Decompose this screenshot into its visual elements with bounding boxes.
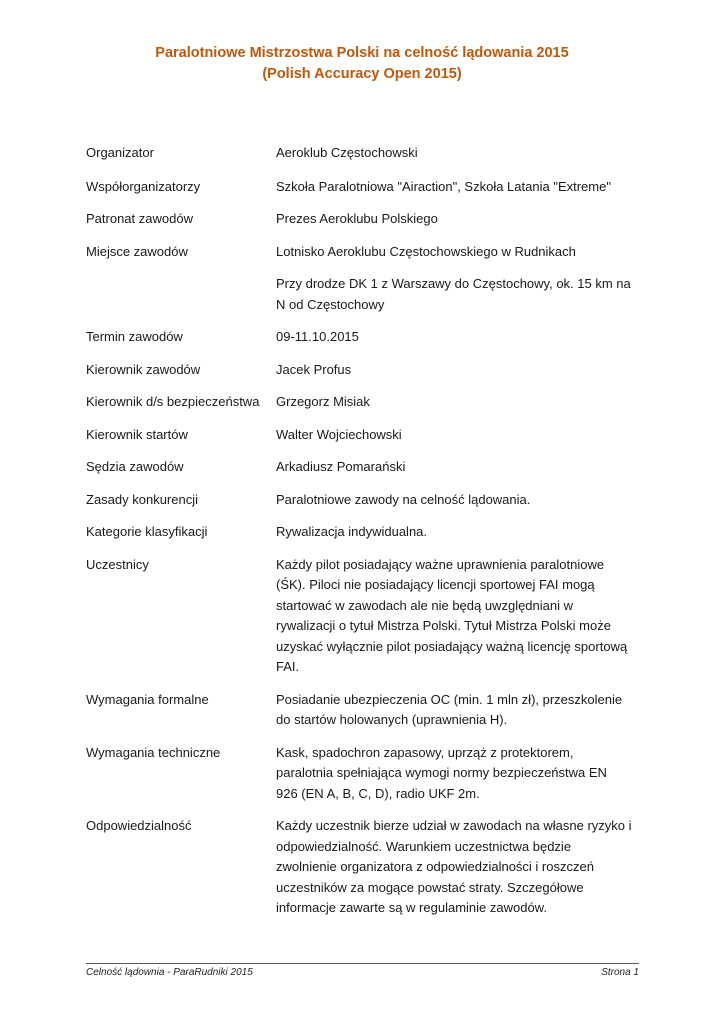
info-row-label: Termin zawodów — [86, 329, 183, 344]
info-row-label: Kierownik zawodów — [86, 361, 201, 377]
info-row — [86, 392, 646, 413]
info-row-label: Organizator — [86, 145, 154, 160]
info-row — [86, 522, 646, 543]
info-row — [86, 490, 646, 511]
info-row-label: Wymagania techniczne — [86, 744, 221, 760]
info-row-value — [276, 274, 636, 315]
info-row-value-line: Każdy pilot posiadający ważne uprawnienia paralotniowe — [276, 556, 605, 572]
info-row-value-line: Przy drodze DK 1 z Warszawy do Częstochowy, ok. 15 km na — [276, 276, 631, 291]
info-row-value-line: 926 (EN A, B, C, D), radio UKF 2m. — [276, 785, 480, 801]
info-row-value-line: rywalizacji o tytuł Mistrza Polski. Tytuł Mistrza Polski może — [276, 618, 611, 633]
info-row-value-line: zwolnienie organizatora z odpowiedzialności i roszczeń — [276, 859, 594, 874]
info-row — [86, 327, 646, 348]
info-row-value — [276, 177, 636, 198]
info-row-value-line: Aeroklub Częstochowski — [276, 145, 418, 160]
info-row — [86, 242, 646, 263]
info-row — [86, 690, 646, 731]
info-row — [86, 209, 646, 230]
info-row — [86, 457, 646, 478]
info-row — [86, 425, 646, 446]
info-row-value-line: Szkoła Paralotniowa "Airaction", Szkoła Latania "Extreme" — [276, 178, 611, 194]
info-row-value — [276, 490, 636, 511]
info-row-value — [276, 360, 636, 381]
info-row-value-line: Paralotniowe zawody na celność lądowania. — [276, 491, 531, 507]
info-row-value-line: N od Częstochowy — [276, 296, 385, 312]
footer-divider — [86, 963, 639, 964]
info-row-value — [276, 690, 636, 731]
info-row-value — [276, 209, 636, 230]
info-row-value-line: Arkadiusz Pomarański — [276, 459, 406, 474]
info-row-value-line: startować w zawodach ale nie będą uwzględniani w — [276, 597, 574, 613]
footer-page-number: Strona 1 — [601, 967, 639, 978]
info-row-value-line: do startów holowanych (uprawnienia H). — [276, 712, 508, 727]
info-row-value-line: Każdy uczestnik bierze udział w zawodach na własne ryzyko i — [276, 818, 632, 833]
info-row-value-line: Jacek Profus — [276, 361, 352, 377]
footer-document-name: Celność lądownia - ParaRudniki 2015 — [86, 967, 253, 978]
document-title — [0, 43, 724, 85]
info-row-label: Sędzia zawodów — [86, 459, 184, 474]
info-row-value-line: (ŚK). Piloci nie posiadający licencji sportowej FAI mogą — [276, 577, 595, 592]
info-row — [86, 816, 646, 919]
page-footer — [86, 967, 639, 978]
title-line-1: Paralotniowe Mistrzostwa Polski na celność lądowania 2015 — [155, 45, 569, 61]
info-row-value-line: Lotnisko Aeroklubu Częstochowskiego w Rudnikach — [276, 243, 576, 259]
info-row-value-line: Posiadanie ubezpieczenia OC (min. 1 mln zł), przeszkolenie — [276, 691, 623, 707]
info-row-value-line: odpowiedzialność. Warunkiem uczestnictwa będzie — [276, 838, 572, 854]
info-row-value-line: uzyskać wyłącznie pilot posiadający ważną licencję sportową — [276, 638, 628, 654]
info-row-value — [276, 816, 636, 919]
info-row-value — [276, 242, 636, 263]
info-row-label: Wymagania formalne — [86, 691, 209, 707]
info-row-label: Patronat zawodów — [86, 211, 193, 226]
info-row-value-line: Grzegorz Misiak — [276, 394, 370, 409]
info-row-value-line: Rywalizacja indywidualna. — [276, 524, 428, 539]
info-row-value — [276, 392, 636, 413]
info-row-value — [276, 425, 636, 446]
info-row-value-line: uczestników za mogące powstać straty. Szczegółowe — [276, 879, 584, 895]
info-row-value-line: paralotnia spełniająca wymogi normy bezpieczeństwa EN — [276, 765, 607, 780]
title-line-2: (Polish Accuracy Open 2015) — [262, 66, 462, 82]
info-row — [86, 743, 646, 805]
info-row-label: Kierownik d/s bezpieczeństwa — [86, 394, 260, 409]
info-row — [86, 177, 646, 198]
info-row-label: Uczestnicy — [86, 556, 149, 572]
info-row-label: Odpowiedzialność — [86, 818, 192, 833]
info-row-label: Współorganizatorzy — [86, 178, 201, 194]
info-row-value — [276, 555, 636, 678]
info-row-label: Zasady konkurencji — [86, 491, 198, 507]
info-row-value-line: informacje zawarte są w regulaminie zawodów. — [276, 900, 547, 915]
info-row — [86, 143, 646, 164]
info-row-value — [276, 522, 636, 543]
info-row-value-line: Kask, spadochron zapasowy, uprząż z protektorem, — [276, 744, 574, 760]
info-row-value-line: Walter Wojciechowski — [276, 426, 402, 442]
info-row-label: Kierownik startów — [86, 426, 188, 442]
info-row-value — [276, 743, 636, 805]
info-row — [86, 274, 646, 315]
info-row-value-line: Prezes Aeroklubu Polskiego — [276, 211, 438, 226]
info-row — [86, 555, 646, 678]
info-row-value — [276, 143, 636, 164]
info-row-value-line: FAI. — [276, 659, 300, 674]
info-row-value-line: 09-11.10.2015 — [276, 329, 359, 344]
info-row-value — [276, 327, 636, 348]
info-row-label: Miejsce zawodów — [86, 243, 188, 259]
info-table — [86, 131, 646, 919]
info-row-label: Kategorie klasyfikacji — [86, 524, 208, 539]
info-row — [86, 360, 646, 381]
info-row-value — [276, 457, 636, 478]
